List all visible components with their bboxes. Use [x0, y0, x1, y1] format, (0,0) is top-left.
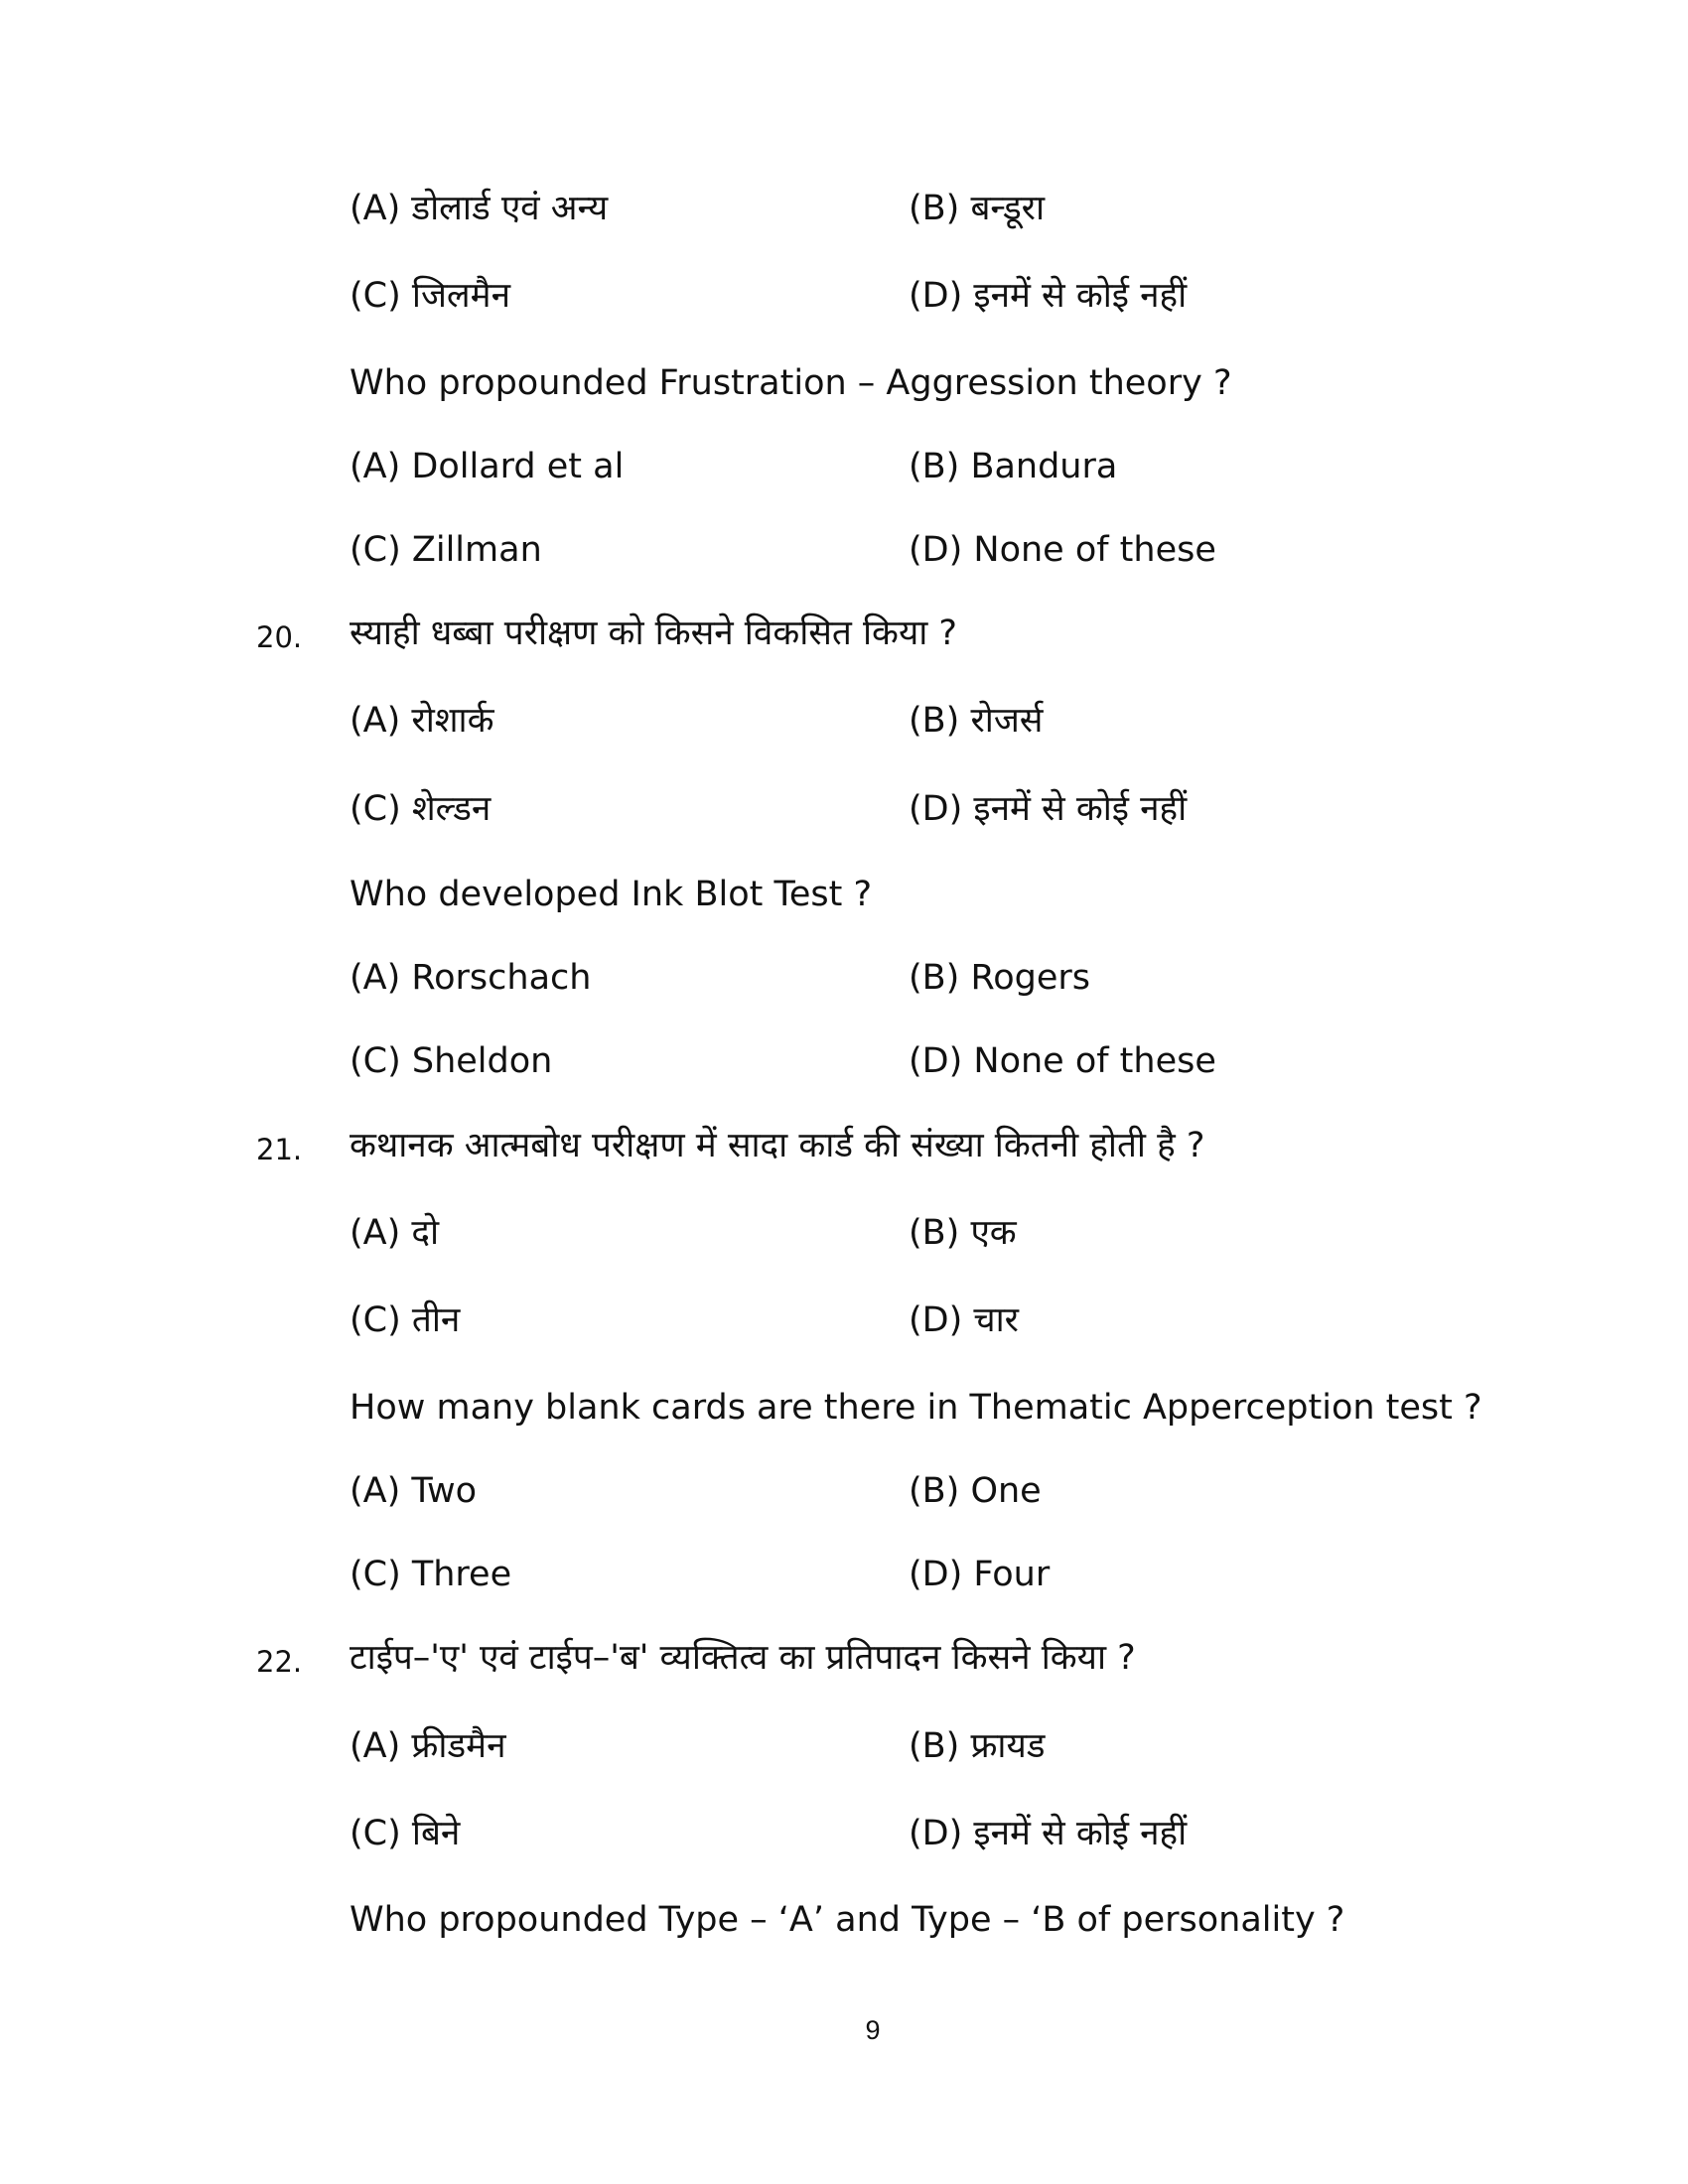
option-hindi-21-c: (C) तीन — [350, 1300, 461, 1340]
option-hindi-19-a: (A) डोलार्ड एवं अन्य — [350, 189, 609, 228]
option-english-21-b: (B) One — [909, 1471, 1042, 1511]
option-english-21-a: (A) Two — [350, 1471, 478, 1511]
option-english-20-a: (A) Rorschach — [350, 958, 592, 998]
option-hindi-20-d: (D) इनमें से कोई नहीं — [909, 789, 1188, 829]
question-english-20: Who developed Ink Blot Test ? — [350, 875, 873, 914]
question-hindi-22: टाईप–'ए' एवं टाईप–'ब' व्यक्तित्व का प्रतिपादन किसने किया ? — [350, 1638, 1136, 1678]
option-english-19-b: (B) Bandura — [909, 447, 1118, 486]
option-hindi-19-b: (B) बन्डूरा — [909, 189, 1046, 228]
option-hindi-19-c: (C) जिलमैन — [350, 276, 510, 316]
option-english-20-b: (B) Rogers — [909, 958, 1090, 998]
option-english-19-d: (D) None of these — [909, 530, 1216, 570]
option-english-20-c: (C) Sheldon — [350, 1041, 553, 1081]
question-number-20: 20. — [256, 620, 303, 654]
option-hindi-20-b: (B) रोजर्स — [909, 701, 1044, 741]
option-english-21-d: (D) Four — [909, 1555, 1051, 1594]
question-english-22: Who propounded Type – ‘A’ and Type – ‘B of personality ? — [350, 1900, 1345, 1940]
option-hindi-22-b: (B) फ्रायड — [909, 1726, 1046, 1766]
option-english-19-a: (A) Dollard et al — [350, 447, 625, 486]
option-hindi-21-b: (B) एक — [909, 1213, 1017, 1253]
question-english-21: How many blank cards are there in Thematic Apperception test ? — [350, 1388, 1482, 1428]
option-hindi-22-d: (D) इनमें से कोई नहीं — [909, 1814, 1188, 1853]
option-hindi-20-a: (A) रोशार्क — [350, 701, 494, 741]
page-number: 9 — [865, 2015, 881, 2045]
option-hindi-20-c: (C) शेल्डन — [350, 789, 492, 829]
question-hindi-21: कथानक आत्मबोध परीक्षण में सादा कार्ड की संख्या कितनी होती है ? — [350, 1126, 1205, 1165]
option-english-20-d: (D) None of these — [909, 1041, 1216, 1081]
question-number-22: 22. — [256, 1645, 303, 1679]
option-hindi-21-a: (A) दो — [350, 1213, 440, 1253]
option-english-19-c: (C) Zillman — [350, 530, 542, 570]
option-hindi-19-d: (D) इनमें से कोई नहीं — [909, 276, 1188, 316]
option-hindi-22-c: (C) बिने — [350, 1814, 461, 1853]
option-hindi-21-d: (D) चार — [909, 1300, 1019, 1340]
option-hindi-22-a: (A) फ्रीडमैन — [350, 1726, 506, 1766]
question-english-19: Who propounded Frustration – Aggression theory ? — [350, 363, 1232, 403]
option-english-21-c: (C) Three — [350, 1555, 512, 1594]
question-number-21: 21. — [256, 1133, 303, 1166]
question-hindi-20: स्याही धब्बा परीक्षण को किसने विकसित किया ? — [350, 614, 958, 653]
